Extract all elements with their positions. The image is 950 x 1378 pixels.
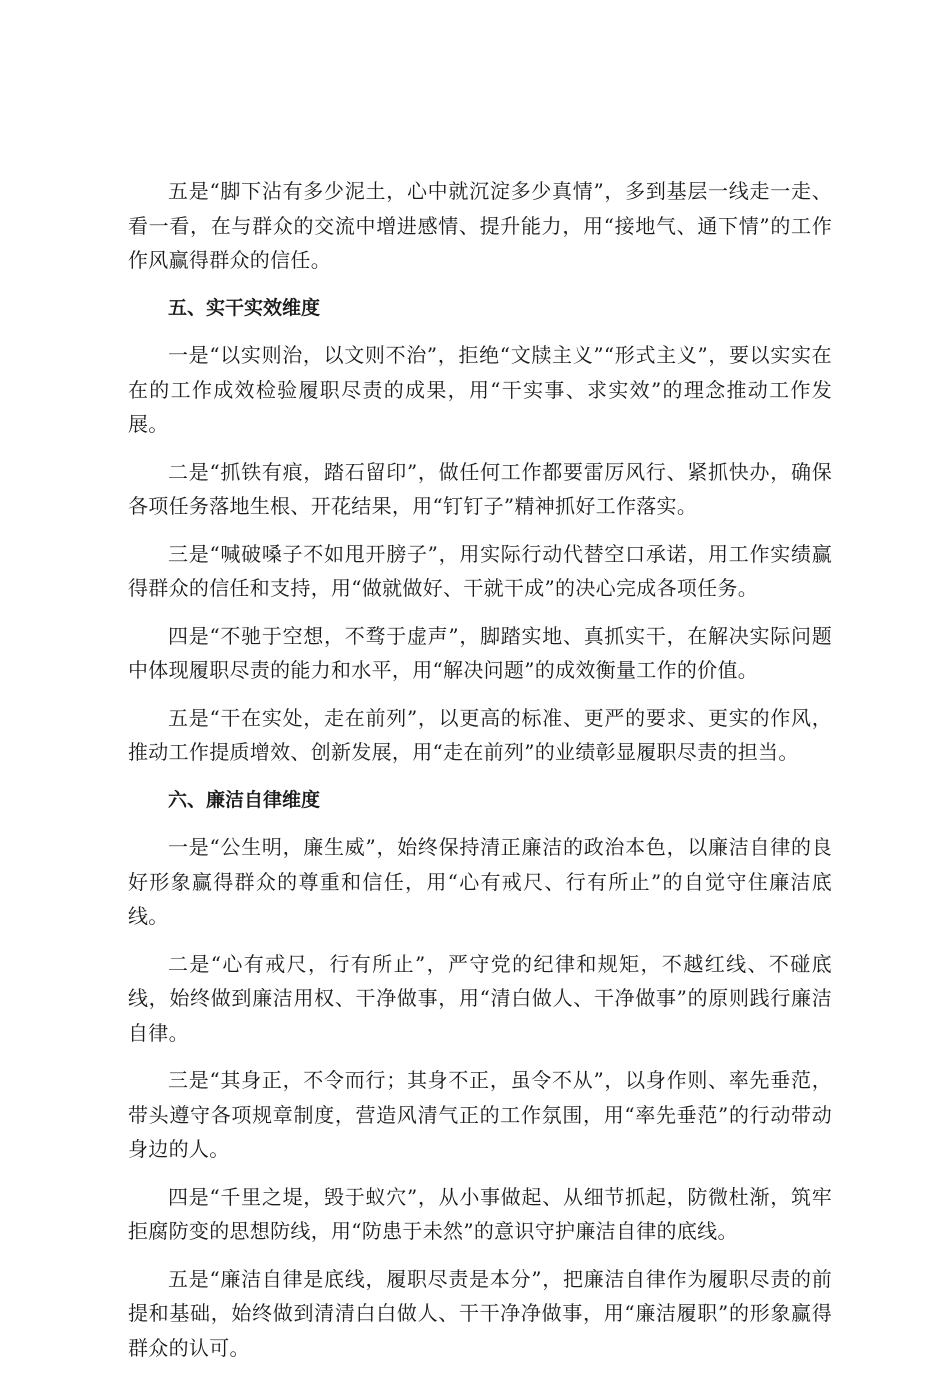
paragraph: 二是“抓铁有痕，踏石留印”，做任何工作都要雷厉风行、紧抓快办，确保各项任务落地生根、开花结果，用“钉钉子”精神抓好工作落实。 <box>128 459 832 518</box>
paragraph: 三是“喊破嗓子不如甩开膀子”，用实际行动代替空口承诺，用工作实绩赢得群众的信任和支持，用“做就做好、干就干成”的决心完成各项任务。 <box>128 541 832 600</box>
paragraph: 一是“公生明，廉生威”，始终保持清正廉洁的政治本色，以廉洁自律的良好形象赢得群众的尊重和信任，用“心有戒尺、行有所止”的自觉守住廉洁底线。 <box>128 835 832 928</box>
paragraph: 五是“脚下沾有多少泥土，心中就沉淀多少真情”，多到基层一线走一走、看一看，在与群众的交流中增进感情、提升能力，用“接地气、通下情”的工作作风赢得群众的信任。 <box>128 179 832 272</box>
paragraph: 四是“不驰于空想，不骛于虚声”，脚踏实地、真抓实干，在解决实际问题中体现履职尽责的能力和水平，用“解决问题”的成效衡量工作的价值。 <box>128 623 832 682</box>
section-heading: 五、实干实效维度 <box>168 296 321 319</box>
paragraph: 四是“千里之堤，毁于蚁穴”，从小事做起、从细节抓起，防微杜渐，筑牢拒腐防变的思想防线，用“防患于未然”的意识守护廉洁自律的底线。 <box>128 1184 832 1243</box>
paragraph: 三是“其身正，不令而行；其身不正，虽令不从”，以身作则、率先垂范，带头遵守各项规章制度，营造风清气正的工作氛围，用“率先垂范”的行动带动身边的人。 <box>128 1068 832 1161</box>
paragraph: 五是“干在实处，走在前列”，以更高的标准、更严的要求、更实的作风，推动工作提质增效、创新发展，用“走在前列”的业绩彰显履职尽责的担当。 <box>128 705 832 764</box>
section-heading: 六、廉洁自律维度 <box>168 788 321 811</box>
paragraph: 一是“以实则治，以文则不治”，拒绝“文牍主义”“形式主义”，要以实实在在的工作成效检验履职尽责的成果，用“干实事、求实效”的理念推动工作发展。 <box>128 343 832 436</box>
paragraph: 二是“心有戒尺，行有所止”，严守党的纪律和规矩，不越红线、不碰底线，始终做到廉洁用权、干净做事，用“清白做人、干净做事”的原则践行廉洁自律。 <box>128 951 832 1045</box>
paragraph: 五是“廉洁自律是底线，履职尽责是本分”，把廉洁自律作为履职尽责的前提和基础，始终做到清清白白做人、干干净净做事，用“廉洁履职”的形象赢得群众的认可。 <box>128 1266 832 1360</box>
document-body <box>128 174 832 1378</box>
